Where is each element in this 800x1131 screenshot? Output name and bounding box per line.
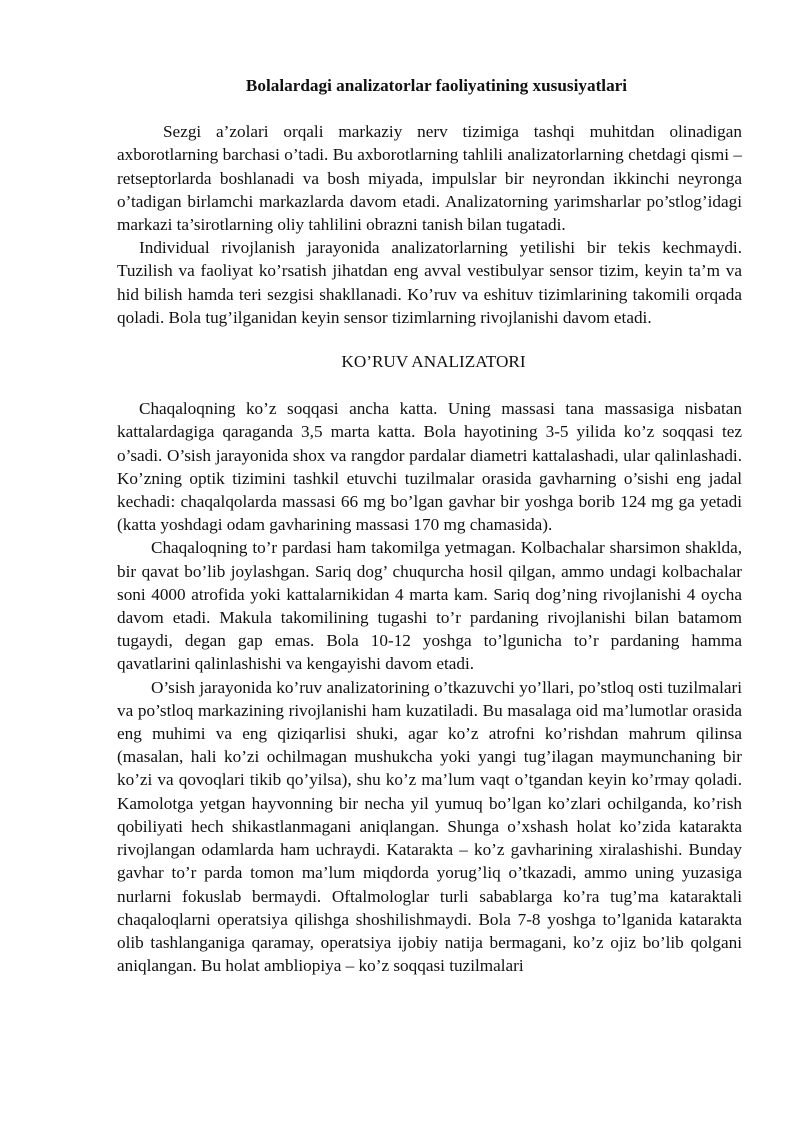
section-heading: KO’RUV ANALIZATORI (341, 352, 526, 372)
section-paragraph-2: Chaqaloqning to’r pardasi ham takomilga yetmagan. Kolbachalar sharsimon shaklda, bir qavat bo’lib joylashgan. Sariq dog’ chuqurcha hosil qilgan, ammo undagi kolbachalar soni 4000 atrofida yoki kattalarnikidan 4 marta kam. Sariq dog’ning rivojlanishi 4 oycha davom etadi. Makula takomilining tugashi to’r pardaning rivojlanishi bilan batamom tugaydi, degan gap emas. Bola 10-12 yoshga to’lgunicha to’r pardaning hamma qavatlarini qalinlashishi va kengayishi davom etadi. (117, 538, 742, 674)
intro-paragraph-2: Individual rivojlanish jarayonida analizatorlarning yetilishi bir tekis kechmaydi. Tuzilish va faoliyat ko’rsatish jihatdan eng avval vestibulyar sensor tizim, keyin ta’m va hid bilish hamda teri sezgisi shakllanadi. Ko’ruv va eshituv tizimlarining takomili orqada qoladi. Bola tug’ilganidan keyin sensor tizimlarning rivojlanishi davom etadi. (117, 238, 742, 327)
document-title: Bolalardagi analizatorlar faoliyatining xususiyatlari (245, 76, 628, 95)
section-paragraph-3: O’sish jarayonida ko’ruv analizatorining o’tkazuvchi yo’llari, po’stloq osti tuzilmalari va po’stloq markazining rivojlanishi ham kuzatiladi. Bu masalaga oid ma’lumotlar orasida eng muhimi va eng qiziqarlisi shuki, agar ko’z atrofni ko’rishdan mahrum qilinsa (masalan, hali ko’zi ochilmagan mushukcha yoki yangi tug’ilagan maymunchaning bir ko’zi va qovoqlari tikib qo’yilsa), shu ko’z ma’lum vaqt o’tgandan keyin ko’rmay qoladi. Kamolotga yetgan hayvonning bir necha yil yumuq bo’lgan ko’zlari ochilganda, ko’rish qobiliyati hech shikastlanmagani aniqlangan. Shunga o’xshash holat ko’zida katarakta rivojlangan odamlarda ham uchraydi. Katarakta – ko’z gavharining xiralashishi. Bunday gavhar to’r parda tomon ma’lum miqdorda yorug’liq o’tkazadi, ammo uning yuzasiga nurlarni fokuslab bermaydi. Oftalmologlar turli sabablarga ko’ra tug’ma kataraktali chaqaloqlarni operatsiya qilishga shoshilishmaydi. Bola 7-8 yoshga to’lganida katarakta olib tashlanganiga qaramay, operatsiya ijobiy natija bermagani, ko’z ojiz bo’lib qolgani aniqlangan. Bu holat ambliopiya – ko’z soqqasi tuzilmalari (117, 677, 742, 976)
section-paragraph-1: Chaqaloqning ko’z soqqasi ancha katta. Uning massasi tana massasiga nisbatan kattalardagiga qaraganda 3,5 marta katta. Bola hayotining 3-5 yilida ko’z soqqasi tez o’sadi. O’sish jarayonida shox va rangdor pardalar diametri kattalashadi, ular qalinlashadi. Ko’zning optik tizimini tashkil etuvchi tuzilmalar orasida gavharning o’sishi eng jadal kechadi: chaqalqolarda massasi 66 mg bo’lgan gavhar bir yoshga borib 124 mg ga yetadi (katta yoshdagi odam gavharining massasi 170 mg chamasida). (117, 399, 742, 535)
intro-paragraph-1: Sezgi a’zolari orqali markaziy nerv tizimiga tashqi muhitdan olinadigan axborotlarning barchasi o’tadi. Bu axborotlarning tahlili analizatorlarning chetdagi qismi – retseptorlarda boshlanadi va bosh miyada, impulslar bir neyrondan ikkinchi neyronga o’tadigan birlamchi markazlarda davom etadi. Analizatorning yarimsharlar po’stlog’idagi markazi ta’sirotlarning oliy tahlilini obrazni tanish bilan tugatadi. (117, 122, 742, 235)
document-page (117, 74, 742, 977)
